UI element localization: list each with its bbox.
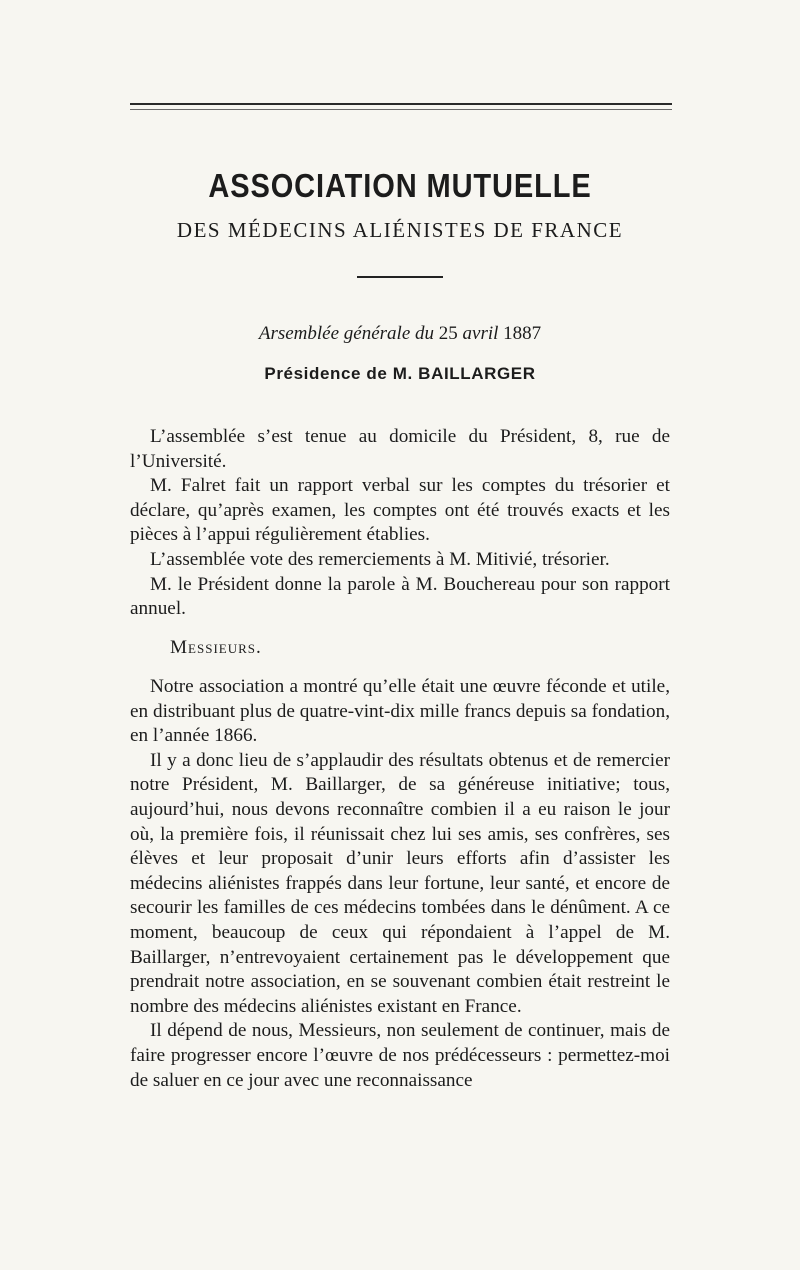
paragraph: M. le Président donne la parole à M. Bouchereau pour son rapport annuel. — [130, 573, 670, 620]
meeting-year: 1887 — [503, 323, 542, 344]
meeting-day: 25 — [438, 323, 458, 344]
meeting-heading — [0, 321, 800, 347]
section-divider — [357, 276, 443, 278]
top-rule — [130, 103, 672, 105]
paragraph: L’assemblée s’est tenue au domicile du Président, 8, rue de l’Université. — [130, 426, 670, 472]
presidence-line: Présidence de M. BAILLARGER — [264, 364, 536, 383]
page-subtitle: DES MÉDECINS ALIÉNISTES DE FRANCE — [176, 218, 624, 242]
paragraph: M. Falret fait un rapport verbal sur les comptes du trésorier et déclare, qu’après examen, les comptes ont été trouvés exacts et les pièces à l’appui régulièrement établies. — [130, 475, 670, 546]
paragraph: Il y a donc lieu de s’applaudir des résultats obtenus et de remercier notre Président, M. Baillarger, de sa généreuse initiative; tous, aujourd’hui, nous devons reconnaître combien il a eu raison le jour où, la première fois, il réunissait chez lui ses amis, ses confrères, ses élèves et leur proposait d’unir leurs efforts afin d’assister les médecins aliénistes frappés dans leur fortune, leur santé, et encore de secourir les familles de ces médecins tombées dans le dénûment. A ce moment, beaucoup de ceux qui répondaient à l’appel de M. Baillarger, n’entrevoyaient certainement pas le développement que prendrait notre association, en se souvenant combien était restreint le nombre des médecins aliénistes existant en France. — [130, 749, 670, 1017]
meeting-month: avril — [462, 323, 499, 344]
paragraph: Il dépend de nous, Messieurs, non seulement de continuer, mais de faire progresser encore l’œuvre de nos prédécesseurs : permettez-moi de saluer en ce jour avec une reconnaissance — [130, 1020, 670, 1091]
salutation-block — [130, 636, 670, 661]
paragraph: L’assemblée vote des remerciements à M. Mitivié, trésorier. — [150, 548, 610, 570]
paragraph: Notre association a montré qu’elle était une œuvre féconde et utile, en distribuant plus de quatre-vint-dix mille francs depuis sa fondation, en l’année 1866. — [130, 676, 670, 747]
intro-paragraphs — [130, 425, 670, 622]
meeting-label: Arsemblée générale du — [258, 323, 435, 344]
salutation: Messieurs. — [170, 637, 262, 658]
report-paragraphs — [130, 675, 670, 1093]
page-title: ASSOCIATION MUTUELLE — [208, 167, 592, 204]
top-rule-secondary — [130, 109, 672, 110]
